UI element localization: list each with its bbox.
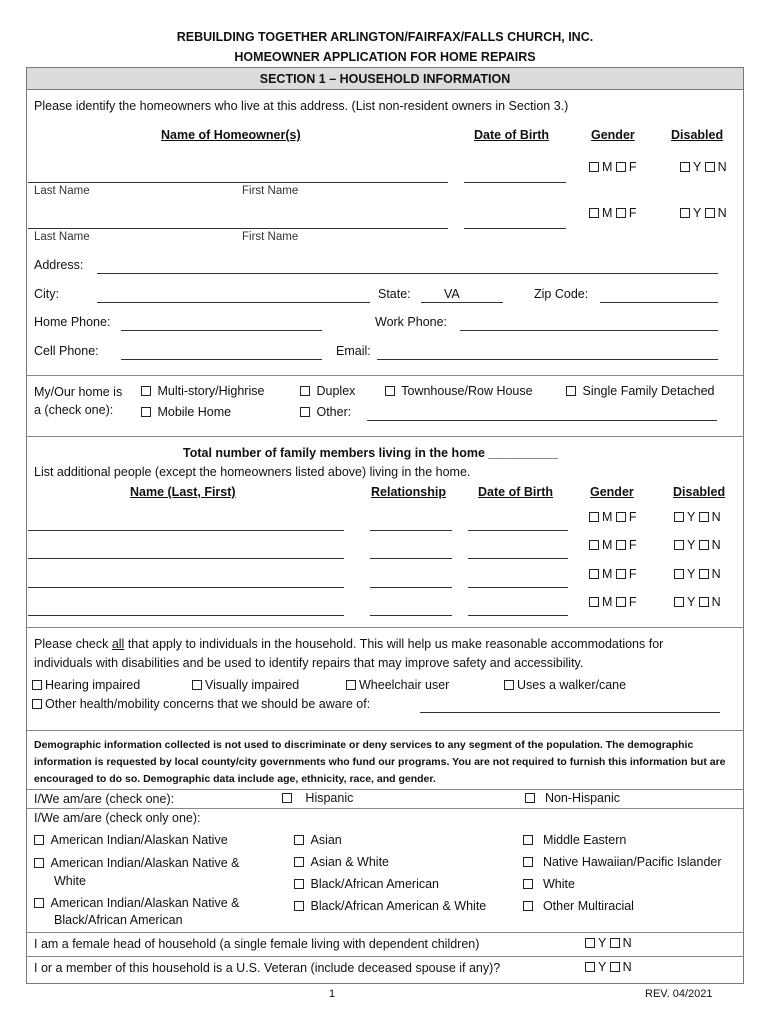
col-member-dob: Date of Birth	[478, 485, 553, 499]
option-walker-cane[interactable]: Uses a walker/cane	[504, 678, 626, 692]
checkbox-icon[interactable]	[34, 898, 44, 908]
last-name-label: Last Name	[34, 231, 90, 243]
col-gender: Gender	[591, 128, 635, 142]
section-heading: SECTION 1 – HOUSEHOLD INFORMATION	[259, 72, 511, 86]
option-duplex[interactable]: Duplex	[300, 384, 355, 398]
option-wheelchair-user[interactable]: Wheelchair user	[346, 678, 449, 692]
org-title: REBUILDING TOGETHER ARLINGTON/FAIRFAX/FALLS CHURCH, INC.	[176, 30, 594, 44]
member-relationship-line[interactable]	[370, 558, 452, 559]
member-dob-line[interactable]	[468, 615, 568, 616]
option-townhouse[interactable]: Townhouse/Row House	[385, 384, 533, 398]
disabled-checkbox-group[interactable]: Y N	[674, 567, 721, 581]
checkbox-icon[interactable]	[32, 699, 42, 709]
gender-checkbox-group[interactable]: M F	[589, 595, 637, 609]
checkbox-icon[interactable]	[294, 835, 304, 845]
checkbox-icon[interactable]	[141, 407, 151, 417]
disabled-checkbox-group[interactable]: Y N	[674, 595, 721, 609]
homeowner1-name-line[interactable]	[28, 182, 448, 183]
option-ai-an-white[interactable]: American Indian/Alaskan Native &	[34, 856, 239, 870]
city-label: City:	[34, 287, 59, 301]
option-other-multiracial[interactable]: Other Multiracial	[523, 899, 634, 913]
option-ai-an-white-2: White	[54, 874, 86, 888]
checkbox-icon[interactable]	[699, 540, 709, 550]
option-asian-white[interactable]: Asian & White	[294, 855, 389, 869]
member-dob-line[interactable]	[468, 558, 568, 559]
option-visually-impaired[interactable]: Visually impaired	[192, 678, 299, 692]
col-name-last-first: Name (Last, First)	[130, 485, 236, 499]
gender-checkbox-group[interactable]: M F	[589, 510, 637, 524]
checkbox-icon[interactable]	[674, 569, 684, 579]
home-phone-field[interactable]	[121, 330, 322, 331]
checkbox-icon[interactable]	[523, 857, 533, 867]
option-single-family[interactable]: Single Family Detached	[566, 384, 715, 398]
state-value: VA	[444, 287, 460, 301]
disabled-checkbox-group[interactable]: Y N	[674, 538, 721, 552]
checkbox-icon[interactable]	[141, 386, 151, 396]
checkbox-icon[interactable]	[610, 962, 620, 972]
home-type-label: My/Our home is	[34, 385, 123, 399]
gender-checkbox-group[interactable]: M F	[589, 160, 637, 174]
state-field[interactable]	[421, 302, 503, 303]
member-relationship-line[interactable]	[370, 530, 452, 531]
col-name-homeowner: Name of Homeowner(s)	[161, 128, 301, 142]
checkbox-icon[interactable]	[523, 901, 533, 911]
checkbox-icon[interactable]	[680, 208, 690, 218]
option-ai-an-black-2: Black/African American	[54, 913, 183, 927]
last-name-label: Last Name	[34, 185, 90, 197]
home-type-other-field[interactable]	[367, 420, 717, 421]
total-family-label: Total number of family members living in the home __________	[183, 446, 558, 460]
demographic-notice: Demographic information collected is not used to discriminate or deny services to any segment of the population. The demographic information is requested by local county/city governments who fund our programs. You are not required to furnish this information but are encouraged to do so. Demographic data include age, ethnicity, race, and gender.	[34, 739, 726, 785]
work-phone-label: Work Phone:	[375, 315, 448, 329]
form-title: HOMEOWNER APPLICATION FOR HOME REPAIRS	[234, 50, 536, 64]
checkbox-icon[interactable]	[616, 208, 626, 218]
cell-phone-label: Cell Phone:	[34, 344, 99, 358]
checkbox-icon[interactable]	[585, 962, 595, 972]
divider	[27, 932, 743, 933]
page-number: 1	[329, 988, 336, 1000]
disabled-checkbox-group[interactable]: Y N	[680, 206, 727, 220]
divider	[27, 627, 743, 628]
checkbox-icon[interactable]	[34, 858, 44, 868]
city-field[interactable]	[97, 302, 370, 303]
checkbox-icon[interactable]	[282, 793, 292, 803]
col-relationship: Relationship	[371, 485, 447, 499]
veteran-label: I or a member of this household is a U.S. Veteran (include deceased spouse if any)?	[34, 961, 501, 975]
checkbox-icon[interactable]	[680, 162, 690, 172]
gender-checkbox-group[interactable]: M F	[589, 206, 637, 220]
homeowner2-name-line[interactable]	[28, 228, 448, 229]
option-asian[interactable]: Asian	[294, 833, 342, 847]
checkbox-icon[interactable]	[32, 680, 42, 690]
checkbox-icon[interactable]	[616, 597, 626, 607]
address-label: Address:	[34, 258, 84, 272]
divider	[27, 789, 743, 790]
work-phone-field[interactable]	[460, 330, 718, 331]
checkbox-icon[interactable]	[705, 208, 715, 218]
accommodations-text-2: individuals with disabilities and be used to identify repairs that may improve safety and accessibility.	[34, 656, 584, 670]
checkbox-icon[interactable]	[699, 597, 709, 607]
checkbox-icon[interactable]	[699, 569, 709, 579]
checkbox-icon[interactable]	[616, 569, 626, 579]
checkbox-icon[interactable]	[589, 162, 599, 172]
option-white[interactable]: White	[523, 877, 575, 891]
veteran-checkbox-group[interactable]: Y N	[585, 960, 632, 974]
option-black[interactable]: Black/African American	[294, 877, 439, 891]
member-name-line[interactable]	[28, 615, 344, 616]
option-ai-an-black[interactable]: American Indian/Alaskan Native &	[34, 896, 239, 910]
first-name-label: First Name	[242, 231, 299, 243]
homeowner1-dob-line[interactable]	[464, 182, 566, 183]
option-other[interactable]: Other:	[300, 405, 351, 419]
female-head-label: I am a female head of household (a single female living with dependent children)	[34, 937, 480, 951]
home-type-label-2: a (check one):	[34, 403, 114, 417]
ethnicity-label: I/We am/are (check one):	[34, 792, 175, 806]
checkbox-icon[interactable]	[585, 938, 595, 948]
member-name-line[interactable]	[28, 558, 344, 559]
divider	[27, 730, 743, 731]
email-field[interactable]	[377, 359, 718, 360]
checkbox-icon[interactable]	[589, 569, 599, 579]
cell-phone-field[interactable]	[121, 359, 322, 360]
disabled-checkbox-group[interactable]: Y N	[674, 510, 721, 524]
accommodations-text: Please check all that apply to individuals in the household. This will help us make reasonable accommodations for	[34, 637, 664, 651]
checkbox-icon[interactable]	[300, 407, 310, 417]
member-name-line[interactable]	[28, 530, 344, 531]
option-middle-eastern[interactable]: Middle Eastern	[523, 833, 626, 847]
member-dob-line[interactable]	[468, 530, 568, 531]
female-head-checkbox-group[interactable]: Y N	[585, 936, 632, 950]
option-hearing-impaired[interactable]: Hearing impaired	[32, 678, 140, 692]
checkbox-icon[interactable]	[192, 680, 202, 690]
option-non-hispanic[interactable]: Non-Hispanic	[525, 791, 620, 805]
checkbox-icon[interactable]	[674, 512, 684, 522]
member-relationship-line[interactable]	[370, 587, 452, 588]
option-mobile-home[interactable]: Mobile Home	[141, 405, 231, 419]
divider	[27, 956, 743, 957]
gender-checkbox-group[interactable]: M F	[589, 538, 637, 552]
email-label: Email:	[336, 344, 371, 358]
checkbox-icon[interactable]	[346, 680, 356, 690]
zip-field[interactable]	[600, 302, 718, 303]
homeowner2-dob-line[interactable]	[464, 228, 566, 229]
option-multistory[interactable]: Multi-story/Highrise	[141, 384, 264, 398]
checkbox-icon[interactable]	[699, 512, 709, 522]
checkbox-icon[interactable]	[385, 386, 395, 396]
first-name-label: First Name	[242, 185, 299, 197]
checkbox-icon[interactable]	[294, 879, 304, 889]
col-member-gender: Gender	[590, 485, 634, 499]
option-hispanic[interactable]: Hispanic	[282, 791, 353, 805]
checkbox-icon[interactable]	[705, 162, 715, 172]
divider	[27, 436, 743, 437]
checkbox-icon[interactable]	[589, 597, 599, 607]
member-relationship-line[interactable]	[370, 615, 452, 616]
checkbox-icon[interactable]	[525, 793, 535, 803]
option-ai-an[interactable]: American Indian/Alaskan Native	[34, 833, 228, 847]
additional-people-instruction: List additional people (except the homeowners listed above) living in the home.	[34, 465, 471, 479]
zip-label: Zip Code:	[534, 287, 589, 301]
gender-checkbox-group[interactable]: M F	[589, 567, 637, 581]
checkbox-icon[interactable]	[610, 938, 620, 948]
checkbox-icon[interactable]	[504, 680, 514, 690]
checkbox-icon[interactable]	[294, 857, 304, 867]
home-phone-label: Home Phone:	[34, 315, 111, 329]
checkbox-icon[interactable]	[523, 879, 533, 889]
option-nhpi[interactable]: Native Hawaiian/Pacific Islander	[523, 855, 722, 869]
disabled-checkbox-group[interactable]: Y N	[680, 160, 727, 174]
checkbox-icon[interactable]	[616, 512, 626, 522]
divider	[27, 375, 743, 376]
member-name-line[interactable]	[28, 587, 344, 588]
checkbox-icon[interactable]	[34, 835, 44, 845]
checkbox-icon[interactable]	[589, 512, 599, 522]
col-dob: Date of Birth	[474, 128, 549, 142]
race-label: I/We am/are (check only one):	[34, 811, 201, 825]
checkbox-icon[interactable]	[589, 208, 599, 218]
homeowner-instruction: Please identify the homeowners who live at this address. (List non-resident owners in Section 3.)	[34, 99, 569, 113]
member-dob-line[interactable]	[468, 587, 568, 588]
divider	[27, 808, 743, 809]
state-label: State:	[378, 287, 411, 301]
checkbox-icon[interactable]	[616, 162, 626, 172]
revision-label: REV. 04/2021	[645, 988, 713, 1000]
checkbox-icon[interactable]	[616, 540, 626, 550]
checkbox-icon[interactable]	[566, 386, 576, 396]
checkbox-icon[interactable]	[523, 835, 533, 845]
address-field[interactable]	[97, 273, 718, 274]
checkbox-icon[interactable]	[589, 540, 599, 550]
col-disabled: Disabled	[671, 128, 724, 142]
option-other-health[interactable]: Other health/mobility concerns that we should be aware of:	[32, 697, 370, 711]
checkbox-icon[interactable]	[300, 386, 310, 396]
checkbox-icon[interactable]	[674, 597, 684, 607]
option-black-white[interactable]: Black/African American & White	[294, 899, 486, 913]
checkbox-icon[interactable]	[294, 901, 304, 911]
other-health-field[interactable]	[420, 712, 720, 713]
col-member-disabled: Disabled	[673, 485, 726, 499]
checkbox-icon[interactable]	[674, 540, 684, 550]
